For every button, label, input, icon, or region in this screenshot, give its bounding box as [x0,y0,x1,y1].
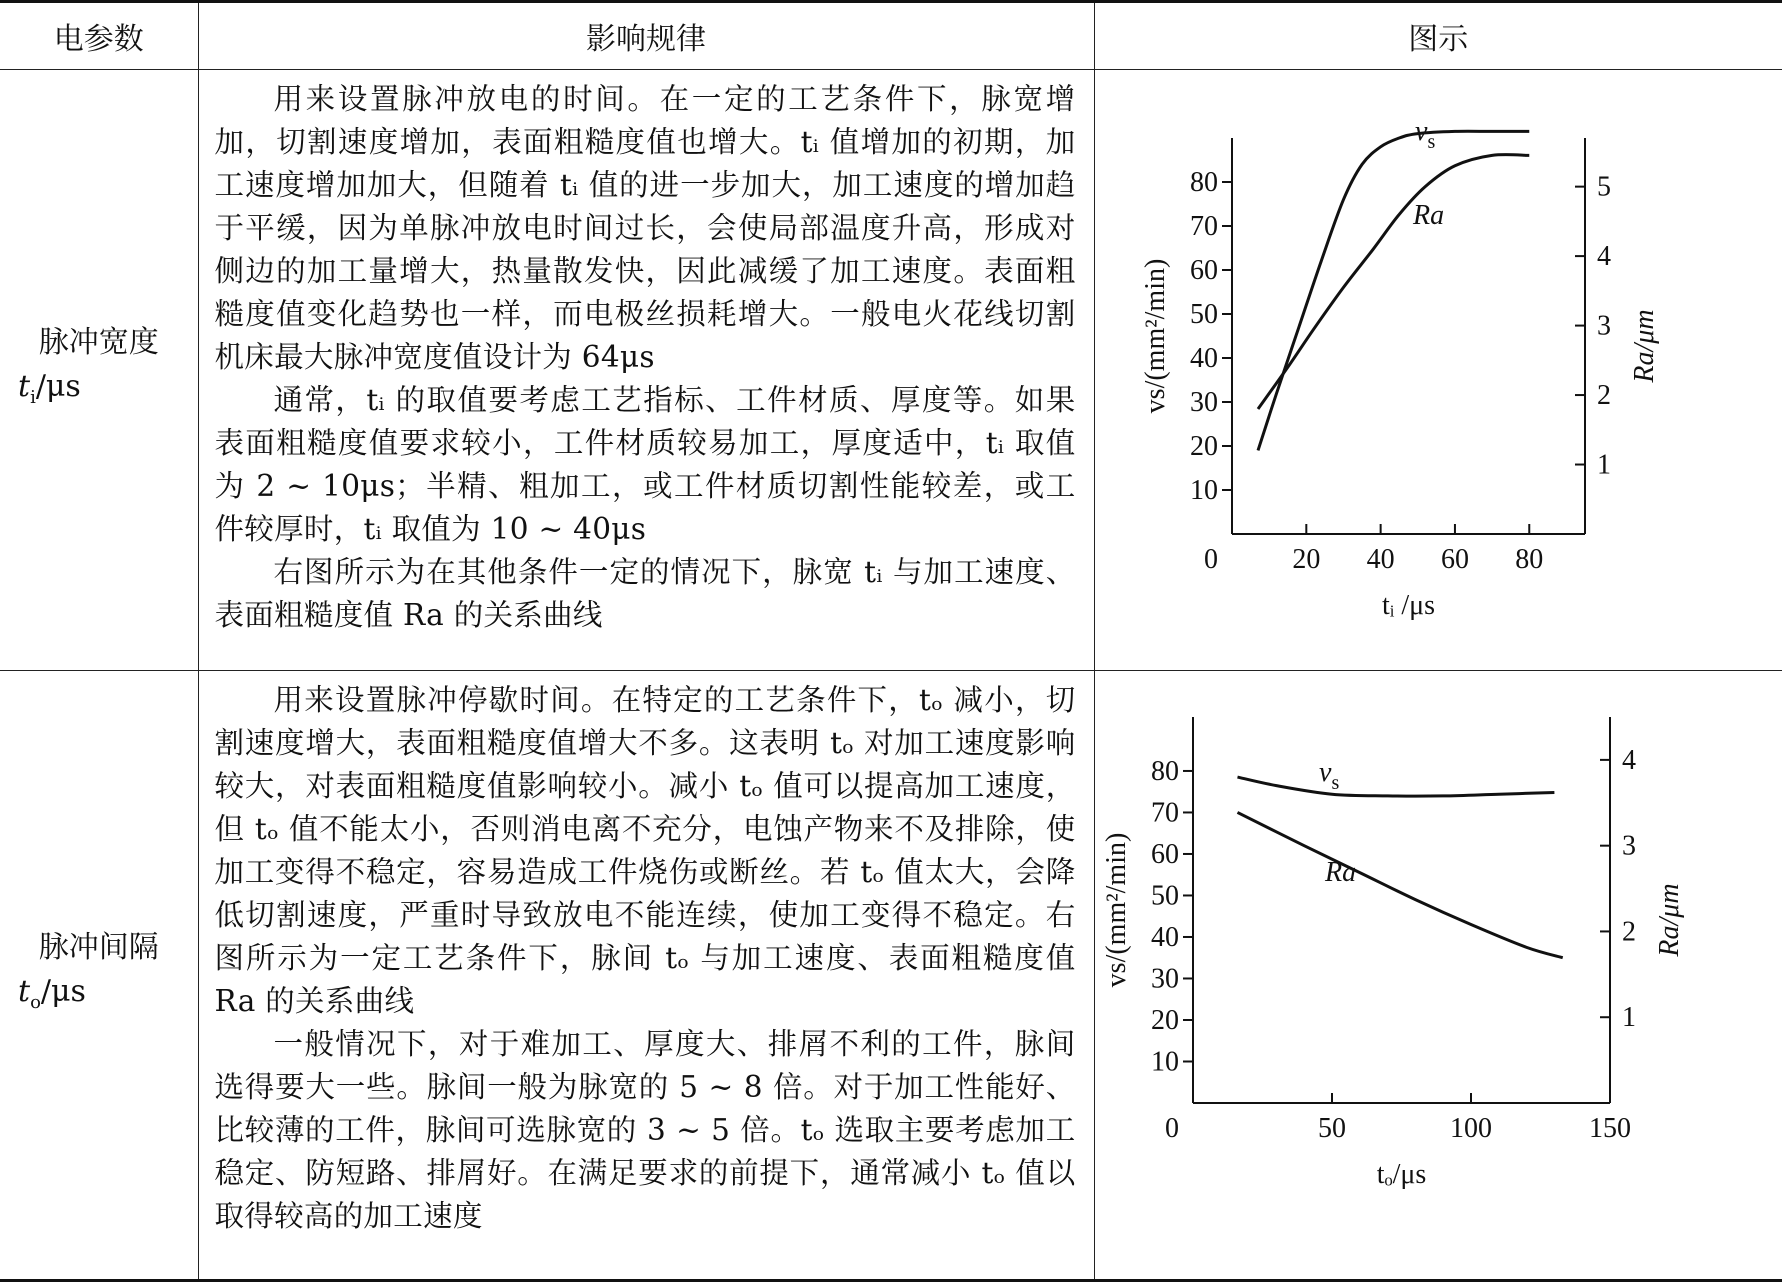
series-line-vs [1258,131,1529,450]
x-tick-label: 0 [1204,544,1218,575]
y2-tick-label: 4 [1597,241,1611,272]
chart-pulse-width [1095,70,1782,666]
y2-tick-label: 2 [1597,380,1611,411]
y2-tick-label: 3 [1597,311,1611,342]
x-tick-label: 80 [1515,544,1543,575]
y-tick-label: 50 [1190,299,1218,330]
x-tick-label: 0 [1165,1113,1179,1144]
paragraph: 右图所示为在其他条件一定的情况下，脉宽 tᵢ 与加工速度、表面粗糙度值 Ra 的关系曲线 [215,551,1076,637]
paragraph: 用来设置脉冲放电的时间。在一定的工艺条件下，脉宽增加，切割速度增加，表面粗糙度值也增大。tᵢ 值增加的初期，加工速度增加加大，但随着 tᵢ 值的进一步加大，加工速度的增加趋于平缓，因为单脉冲放电时间过长，会使局部温度升高，形成对侧边的加工量增大，热量散发快，因此减缓了加工速度。表面粗糙度值变化趋势也一样，而电极丝损耗增大。一般电火花线切割机床最大脉冲宽度值设计为 64μs [215,78,1076,379]
series-line-vs [1237,812,1562,957]
param-cell [0,70,198,671]
desc-cell [198,671,1094,1281]
y2-tick-label: 4 [1622,745,1636,776]
y2-tick-label: 2 [1622,916,1636,947]
y2-tick-label: 5 [1597,172,1611,203]
series-label-ra: Ra [1324,857,1356,888]
y-tick-label: 30 [1190,387,1218,418]
param-symbol: $t_i/\mu s$ [0,365,198,420]
paragraph: 通常，tᵢ 的取值要考虑工艺指标、工件材质、厚度等。如果表面粗糙度值要求较小，工件材质较易加工，厚度适中，tᵢ 取值为 2 ~ 10μs；半精、粗加工，或工件材质切割性能较差，或工件较厚时，tᵢ 取值为 10 ~ 40μs [215,379,1076,551]
y-tick-label: 10 [1151,1046,1179,1077]
x-tick-label: 100 [1450,1113,1492,1144]
header-figure: 图示 [1094,2,1782,70]
y-tick-label: 20 [1190,431,1218,462]
x-axis-label: tᵢ /μs [1381,590,1434,621]
header-param: 电参数 [0,2,198,70]
y2-tick-label: 1 [1597,450,1611,481]
series-label-ra: Ra [1412,200,1444,231]
desc-cell [198,70,1094,671]
table-row [0,671,1782,1281]
series-line-ra [1237,777,1554,796]
y2-tick-label: 3 [1622,831,1636,862]
y-tick-label: 80 [1190,167,1218,198]
y-tick-label: 60 [1151,839,1179,870]
param-name: 脉冲宽度 [0,321,198,365]
y-tick-label: 40 [1151,922,1179,953]
y-tick-label: 30 [1151,963,1179,994]
y-tick-label: 10 [1190,475,1218,506]
x-axis-label: tₒ/μs [1376,1159,1426,1190]
y-tick-label: 80 [1151,756,1179,787]
y-tick-label: 70 [1190,211,1218,242]
x-tick-label: 20 [1292,544,1320,575]
y-tick-label: 70 [1151,797,1179,828]
paragraph: 一般情况下，对于难加工、厚度大、排屑不利的工件，脉间选得要大一些。脉间一般为脉宽的 5 ~ 8 倍。对于加工性能好、比较薄的工件，脉间可选脉宽的 3 ~ 5 倍。tₒ 选取主要考虑加工稳定、防短路、排屑好。在满足要求的前提下，通常减小 tₒ 值以取得较高的加工速度 [215,1023,1076,1238]
figure-cell [1094,70,1782,671]
param-cell [0,671,198,1281]
y-tick-label: 60 [1190,255,1218,286]
y2-axis-label: Ra/μm [1654,883,1685,957]
y-axis-label: vs/(mm²/min) [1101,833,1132,988]
y-tick-label: 20 [1151,1005,1179,1036]
x-tick-label: 50 [1318,1113,1346,1144]
y-tick-label: 40 [1190,343,1218,374]
x-tick-label: 150 [1589,1113,1631,1144]
y2-axis-label: Ra/μm [1629,309,1660,383]
series-label-vs: $v_s$ [1415,116,1435,153]
y2-tick-label: 1 [1622,1002,1636,1033]
series-line-ra [1258,155,1529,409]
table-row [0,70,1782,671]
param-symbol: $t_o/\mu s$ [0,970,198,1025]
chart-pulse-interval [1095,671,1782,1275]
figure-cell [1094,671,1782,1281]
paragraph: 用来设置脉冲停歇时间。在特定的工艺条件下，tₒ 减小，切割速度增大，表面粗糙度值增大不多。这表明 tₒ 对加工速度影响较大，对表面粗糙度值影响较小。减小 tₒ 值可以提高加工速度，但 tₒ 值不能太小，否则消电离不充分，电蚀产物来不及排除，使加工变得不稳定，容易造成工件烧伤或断丝。若 tₒ 值太大，会降低切割速度，严重时导致放电不能连续，使加工变得不稳定。右图所示为一定工艺条件下，脉间 tₒ 与加工速度、表面粗糙度值 Ra 的关系曲线 [215,679,1076,1023]
x-tick-label: 60 [1440,544,1468,575]
table-header-row [0,2,1782,70]
x-tick-label: 40 [1366,544,1394,575]
param-name: 脉冲间隔 [0,926,198,970]
header-effect: 影响规律 [198,2,1094,70]
y-tick-label: 50 [1151,880,1179,911]
y-axis-label: vs/(mm²/min) [1140,259,1171,414]
series-label-vs: $v_s$ [1319,757,1339,794]
